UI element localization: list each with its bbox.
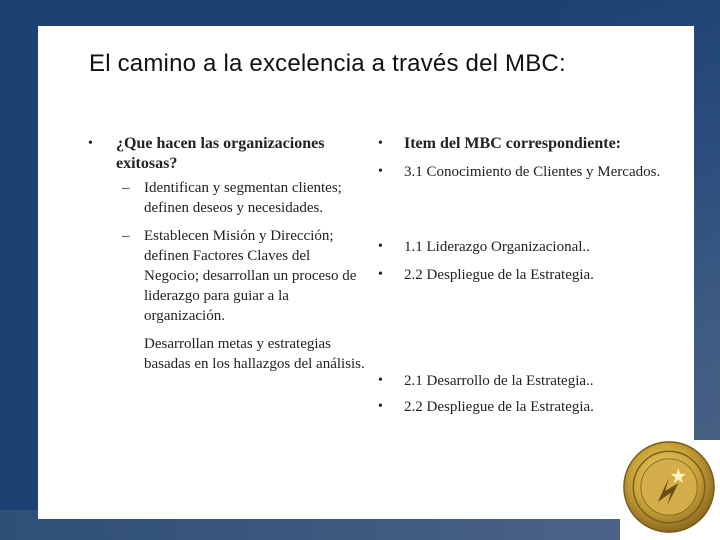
right-heading-bullet [378,134,668,154]
slide-title: El camino a la excelencia a través del MBC: [89,50,566,77]
left-sub-item-1 [122,178,368,218]
right-item-2 [378,237,668,257]
left-heading-bullet [88,134,368,174]
right-heading: Item del MBC correspondiente: [404,135,621,152]
right-item-1 [378,162,668,182]
bullet-dot: • [378,136,383,151]
bullet-dot: • [378,267,383,282]
dash-marker: – [122,180,130,196]
bullet-dot: • [378,239,383,254]
right-item-4 [378,371,668,391]
dash-marker: – [122,228,130,244]
bullet-dot: • [378,373,383,388]
right-item-text: 2.2 Despliegue de la Estrategia. [404,267,594,283]
bullet-dot: • [88,136,93,151]
right-item-text: 3.1 Conocimiento de Clientes y Mercados. [404,164,661,180]
right-item-5 [378,397,668,417]
left-column [88,134,368,374]
slide-panel [38,26,694,519]
right-item-text: 2.2 Despliegue de la Estrategia. [404,399,594,415]
right-item-text: 2.1 Desarrollo de la Estrategia.. [404,373,594,389]
bullet-dot: • [378,399,383,414]
left-sub-item-text: Establecen Misión y Dirección; definen Factores Claves del Negocio; desarrollan un proceso de liderazgo para guiar a la organización. [144,228,357,324]
left-sub-item-2 [122,226,368,326]
right-column [378,134,668,454]
right-item-text: 1.1 Liderazgo Organizacional.. [404,239,590,255]
left-sub-item-text: Identifican y segmentan clientes; definen deseos y necesidades. [144,180,342,216]
right-item-3 [378,265,668,285]
left-heading: ¿Que hacen las organizaciones exitosas? [116,135,325,172]
left-extra-text: Desarrollan metas y estrategias basadas en los hallazgos del análisis. [144,336,365,372]
bullet-dot: • [378,164,383,179]
gold-emblem-icon [622,440,716,534]
